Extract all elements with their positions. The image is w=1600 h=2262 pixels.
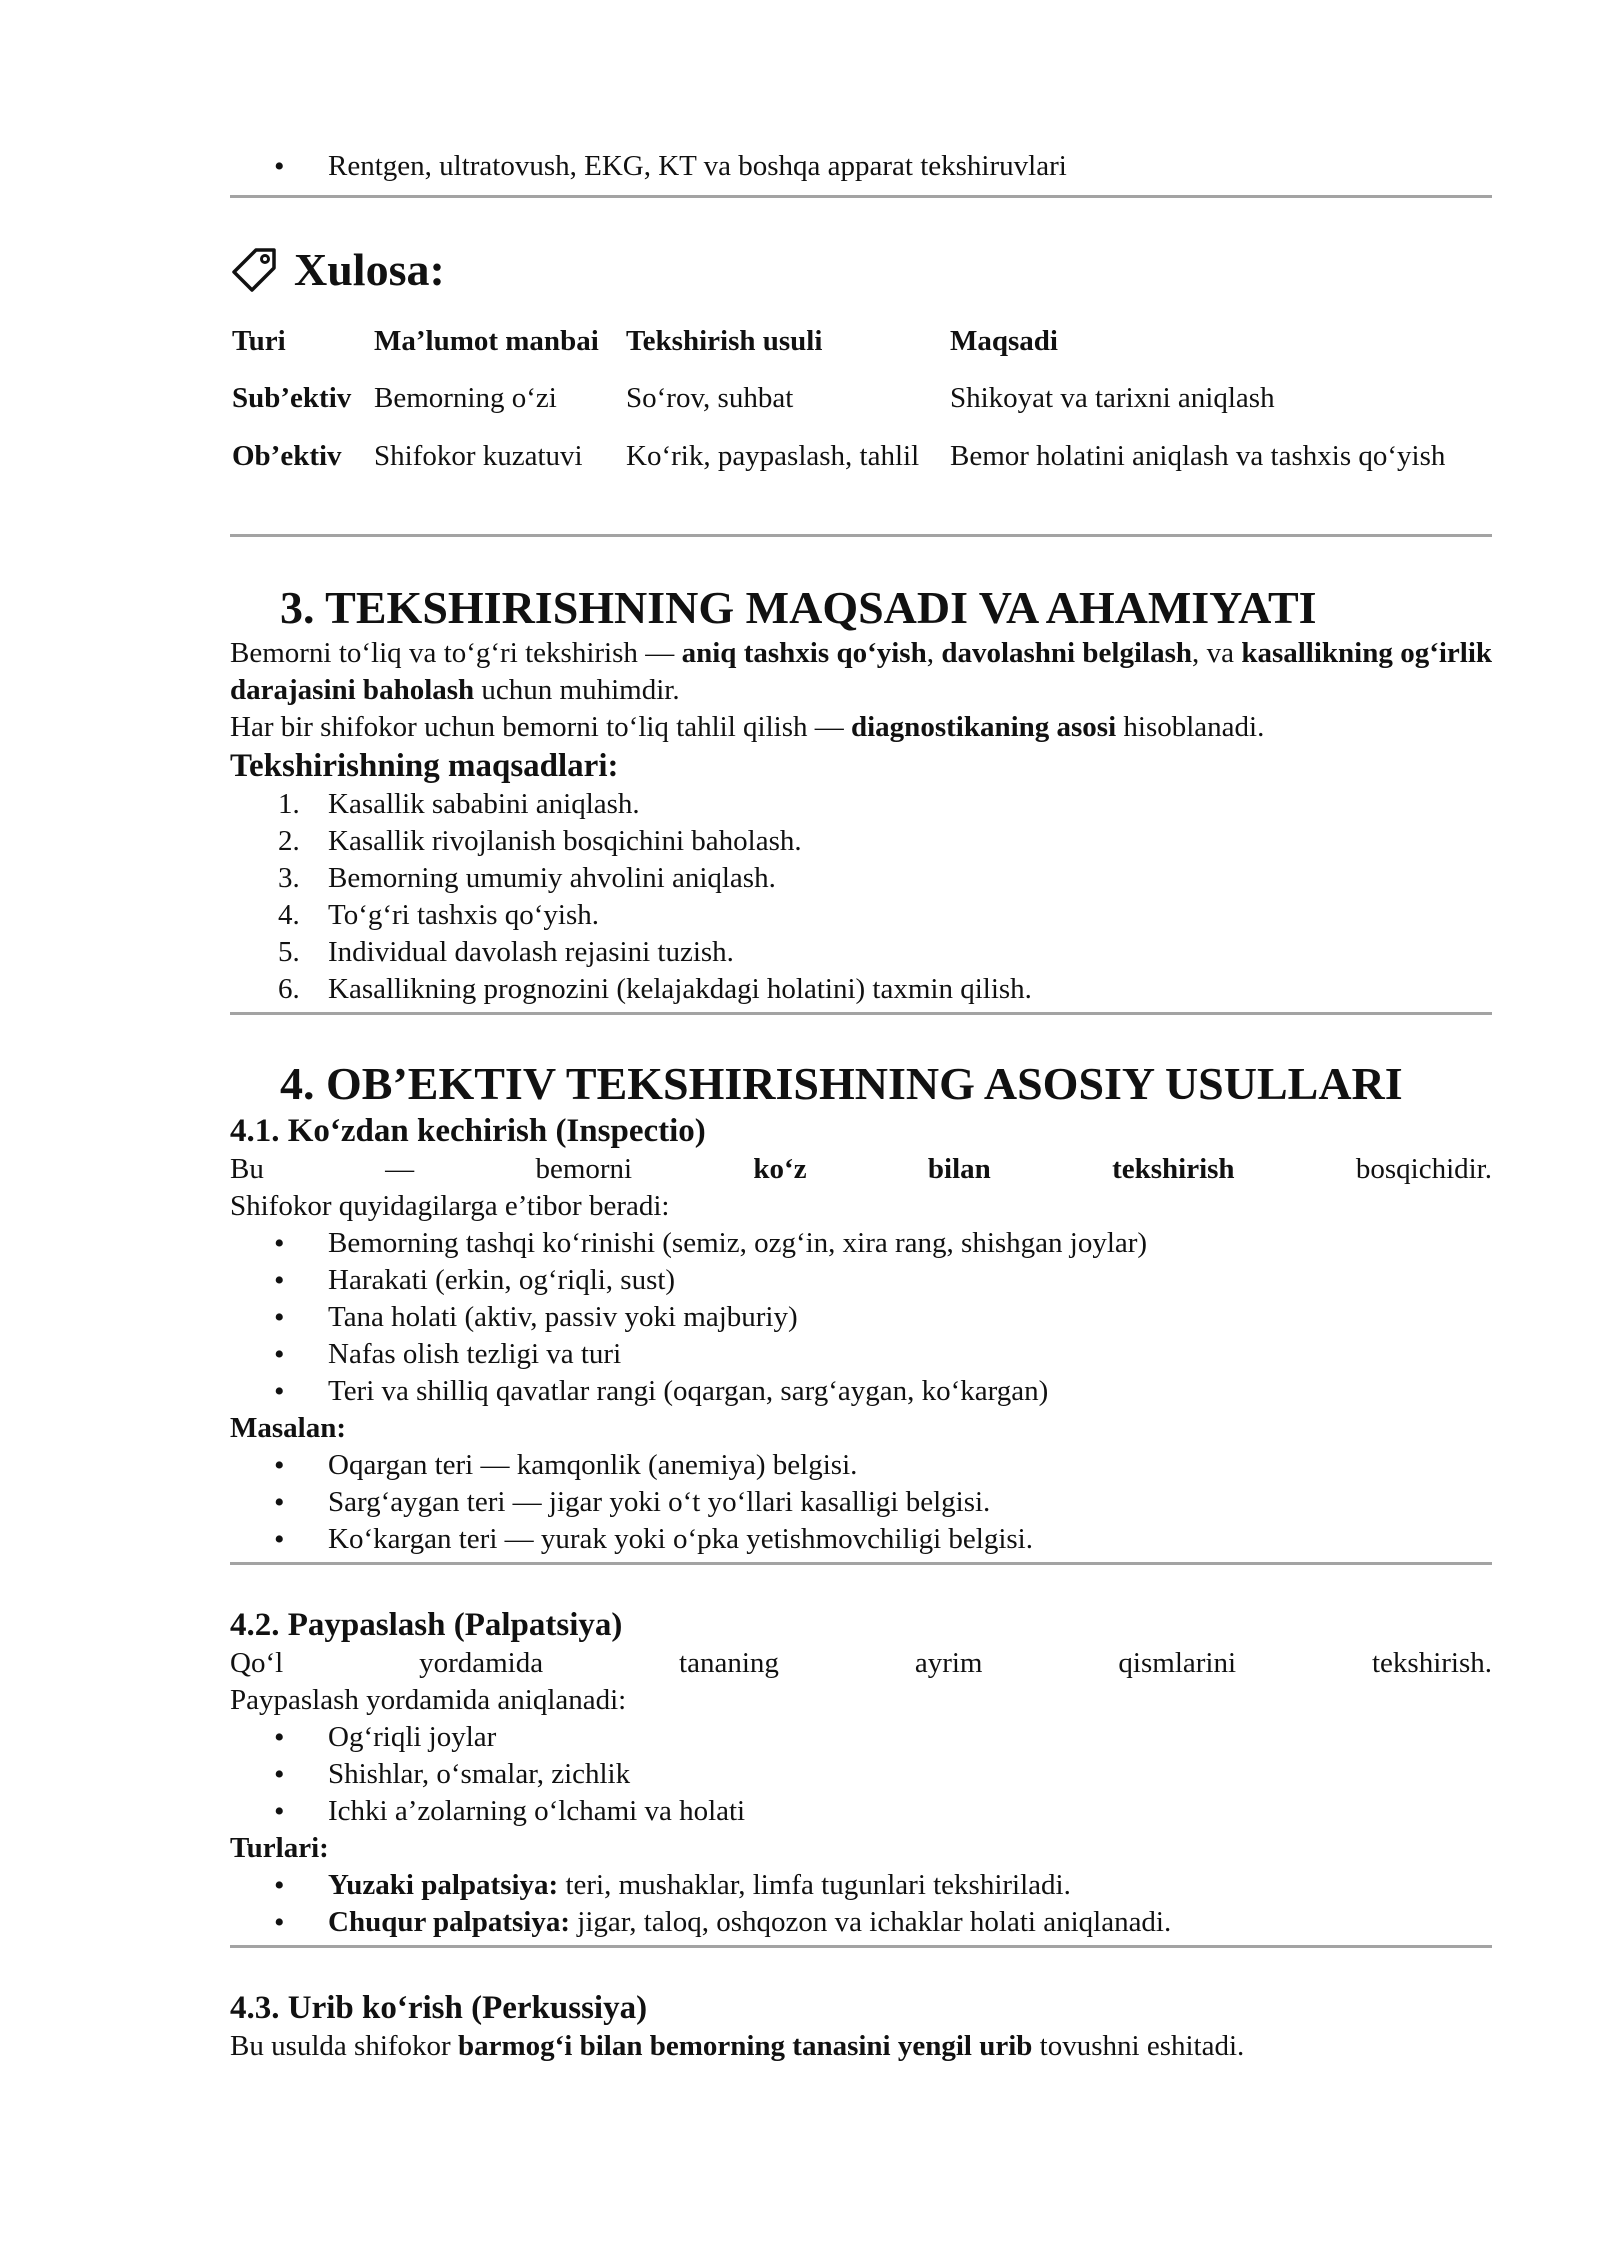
text: Har bir shifokor uchun bemorni to‘liq tahlil qilish — [230,711,851,743]
list-item: • Sarg‘aygan teri — jigar yoki o‘t yo‘llari kasalligi belgisi. [230,1484,1492,1521]
text: teri, mushaklar, limfa tugunlari tekshiriladi. [558,1869,1071,1901]
document-content [230,148,1492,2065]
table-cell: Ko‘rik, paypaslash, tahlil [626,439,920,472]
example-label: Masalan: [230,1412,346,1444]
list-item [230,1867,1492,1904]
types-list [230,1867,1492,1941]
xulosa-heading [230,242,1492,298]
bold-text: Chuqur palpatsiya: [328,1906,571,1938]
list-item: 2. Kasallik rivojlanish bosqichini baholash. [278,825,802,857]
table-header-cell: Turi [232,324,286,357]
table-cell: Shikoyat va tarixni aniqlash [950,381,1275,414]
bold-text: ko‘z bilan tekshirish [753,1153,1235,1185]
list-item-text: To‘g‘ri tashxis qo‘yish. [328,899,600,931]
text: bosqichidir. [1234,1153,1492,1185]
table-row [230,418,1492,494]
list-item: • Nafas olish tezligi va turi [230,1336,1492,1373]
text: Bemorni to‘liq va to‘g‘ri tekshirish — [230,637,682,669]
text: uchun muhimdir. [474,674,680,706]
section-3-paragraph [230,709,1492,746]
text: , [926,637,942,669]
table-header-cell: Tekshirish usuli [626,324,823,357]
list-item: 4. To‘g‘ri tashxis qo‘yish. [278,899,600,931]
list-item: • Teri va shilliq qavatlar rangi (oqargan, sarg‘aygan, ko‘kargan) [230,1373,1492,1410]
inspection-list [230,1225,1492,1410]
text: Bu — bemorni [230,1153,754,1185]
list-item: • Tana holati (aktiv, passiv yoki majburiy) [230,1299,1492,1336]
subsection-4-2-title: 4.2. Paypaslash (Palpatsiya) [230,1607,623,1643]
palpation-list [230,1719,1492,1830]
table-cell: Ob’ektiv [232,439,342,472]
bold-text: davolashni belgilash [941,637,1193,669]
list-item: 3. Bemorning umumiy ahvolini aniqlash. [278,862,776,894]
bold-text: barmog‘i bilan bemorning tanasini yengil urib [457,2030,1033,2062]
section-3-title: 3. TEKSHIRISHNING MAQSADI VA AHAMIYATI [280,582,1317,633]
table-cell: Bemor holatini aniqlash va tashxis qo‘yish [950,439,1446,472]
table-cell: Shifokor kuzatuvi [374,439,583,472]
goals-list [230,786,1492,1008]
table-cell: So‘rov, suhbat [626,381,794,414]
list-item [230,1904,1492,1941]
list-item-text: Individual davolash rejasini tuzish. [328,936,734,968]
table-header-cell: Ma’lumot manbai [374,324,599,357]
subsection-4-1-paragraph: Shifokor quyidagilarga e’tibor beradi: [230,1190,670,1222]
types-label: Turlari: [230,1832,329,1864]
list-item-text: Kasallik sababini aniqlash. [328,788,640,820]
list-item-text: Bemorning umumiy ahvolini aniqlash. [328,862,776,894]
list-item: • Shishlar, o‘smalar, zichlik [230,1756,1492,1793]
text: tovushni eshitadi. [1032,2030,1245,2062]
list-item: • Oqargan teri — kamqonlik (anemiya) belgisi. [230,1447,1492,1484]
table-header-row [230,304,1492,378]
goals-title: Tekshirishning maqsadlari: [230,748,619,784]
bold-text: aniq tashxis qo‘yish [681,637,927,669]
list-item: 5. Individual davolash rejasini tuzish. [278,936,734,968]
table-header-cell: Maqsadi [950,324,1058,357]
subsection-4-3-paragraph [230,2028,1492,2065]
list-item: • Ko‘kargan teri — yurak yoki o‘pka yetishmovchiligi belgisi. [230,1521,1492,1558]
list-item: • Og‘riqli joylar [230,1719,1492,1756]
list-item-text: Kasallikning prognozini (kelajakdagi holatini) taxmin qilish. [328,973,1032,1005]
xulosa-title: Xulosa: [294,244,445,295]
section-4-title: 4. OB’EKTIV TEKSHIRISHNING ASOSIY USULLARI [280,1058,1403,1109]
table-row [230,378,1492,418]
subsection-4-2-paragraph: Qo‘l yordamida tananing ayrim qismlarini tekshirish. [230,1647,1492,1679]
table-cell: Sub’ektiv [232,381,352,414]
list-item: 1. Kasallik sababini aniqlash. [278,788,640,820]
table-cell: Bemorning o‘zi [374,381,557,414]
subsection-4-3-title: 4.3. Urib ko‘rish (Perkussiya) [230,1990,648,2026]
list-item: • Harakati (erkin, og‘riqli, sust) [230,1262,1492,1299]
bold-text: kasallikning og‘irlik darajasini baholash [230,637,1493,706]
subsection-4-1-title: 4.1. Ko‘zdan kechirish (Inspectio) [230,1113,706,1149]
bold-text: Yuzaki palpatsiya: [328,1869,559,1901]
list-item: 6. Kasallikning prognozini (kelajakdagi holatini) taxmin qilish. [278,973,1032,1005]
tag-icon [230,246,278,294]
subsection-4-2-paragraph: Paypaslash yordamida aniqlanadi: [230,1684,627,1716]
text: , va [1192,637,1242,669]
subsection-4-1-paragraph [230,1151,1492,1188]
text: hisoblanadi. [1116,711,1265,743]
text: Bu usulda shifokor [230,2030,458,2062]
section-3-paragraph [230,635,1492,709]
bold-text: diagnostikaning asosi [851,711,1117,743]
list-item: • Ichki a’zolarning o‘lchami va holati [230,1793,1492,1830]
list-item-text: Kasallik rivojlanish bosqichini baholash. [328,825,802,857]
example-list [230,1447,1492,1558]
xulosa-table [230,304,1492,494]
apparatus-list [230,148,1492,185]
list-item: • Rentgen, ultratovush, EKG, KT va boshqa apparat tekshiruvlari [230,148,1492,185]
list-item: • Bemorning tashqi ko‘rinishi (semiz, ozg‘in, xira rang, shishgan joylar) [230,1225,1492,1262]
text: jigar, taloq, oshqozon va ichaklar holati aniqlanadi. [570,1906,1172,1938]
